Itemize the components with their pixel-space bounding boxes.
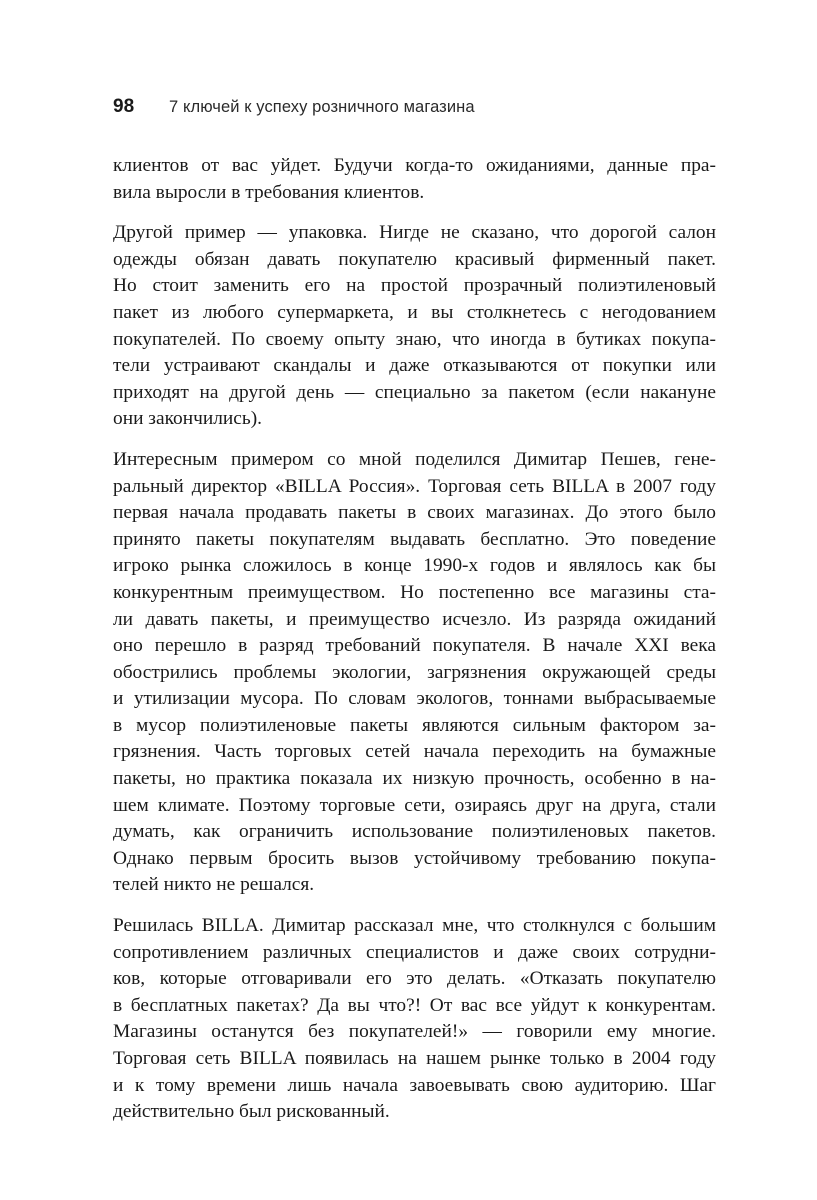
text-line: они закончились).	[113, 408, 263, 430]
paragraph	[113, 447, 716, 899]
text-line: одежды обязан давать покупателю красивый фирменный пакет.	[113, 248, 716, 270]
text-line: и к тому времени лишь начала завоевывать свою аудиторию. Шаг	[113, 1074, 716, 1096]
text-line: пакеты, но практика показала их низкую прочность, особенно в на-	[113, 768, 716, 790]
text-line: тели устраивают скандалы и даже отказываются от покупки или	[113, 355, 716, 377]
paragraph	[113, 913, 716, 1126]
text-line: в бесплатных пакетах? Да вы что?! От вас все уйдут к конкурентам.	[113, 994, 716, 1016]
text-line: действительно был рискованный.	[113, 1101, 390, 1123]
text-line: Решилась BILLA. Димитар рассказал мне, что столкнулся с большим	[113, 915, 716, 937]
text-line: думать, как ограничить использование полиэтиленовых пакетов.	[113, 821, 716, 843]
paragraph	[113, 220, 716, 433]
text-line: шем климате. Поэтому торговые сети, озираясь друг на друга, стали	[113, 794, 716, 816]
text-line: оно перешло в разряд требований покупателя. В начале XXI века	[113, 635, 716, 657]
text-line: и утилизации мусора. По словам экологов, тоннами выбрасываемые	[113, 688, 716, 710]
text-line: покупателей. По своему опыту знаю, что иногда в бутиках покупа-	[113, 328, 716, 350]
text-line: грязнения. Часть торговых сетей начала переходить на бумажные	[113, 741, 716, 763]
text-line: принято пакеты покупателям выдавать бесплатно. Это поведение	[113, 528, 716, 550]
text-line: конкурентным преимуществом. Но постепенно все магазины ста-	[113, 581, 716, 603]
text-line: Торговая сеть BILLA появилась на нашем рынке только в 2004 году	[113, 1048, 716, 1069]
text-line: пакет из любого супермаркета, и вы столкнетесь с негодованием	[113, 301, 716, 323]
text-line: в мусор полиэтиленовые пакеты являются сильным фактором за-	[113, 714, 716, 736]
text-line: клиентов от вас уйдет. Будучи когда-то ожиданиями, данные пра-	[113, 155, 716, 176]
text-line: игроко рынка сложилось в конце 1990-х годов и являлось как бы	[113, 555, 716, 577]
text-line: первая начала продавать пакеты в своих магазинах. До этого было	[113, 502, 716, 524]
page-number: 98	[113, 96, 135, 117]
paragraph	[113, 153, 716, 206]
text-line: сопротивлением различных специалистов и даже своих сотрудни-	[113, 941, 716, 963]
text-line: Другой пример — упаковка. Нигде не сказано, что дорогой салон	[113, 222, 716, 244]
text-line: Однако первым бросить вызов устойчивому требованию покупа-	[113, 847, 716, 869]
text-line: ральный директор «BILLA Россия». Торговая сеть BILLA в 2007 году	[113, 475, 716, 497]
text-line: Магазины останутся без покупателей!» — говорили ему многие.	[113, 1021, 716, 1043]
text-line: вила выросли в требования клиентов.	[113, 181, 425, 203]
text-line: ли давать пакеты, и преимущество исчезло. Из разряда ожиданий	[113, 608, 716, 630]
text-line: телей никто не решался.	[113, 874, 315, 896]
running-header	[113, 96, 475, 118]
text-line: Интересным примером со мной поделился Димитар Пешев, гене-	[113, 448, 716, 470]
text-line: приходят на другой день — специально за пакетом (если накануне	[113, 381, 716, 403]
text-line: обострились проблемы экологии, загрязнения окружающей среды	[113, 661, 716, 683]
text-line: ков, которые отговаривали его это делать. «Отказать покупателю	[113, 968, 716, 990]
body-text	[113, 153, 716, 1140]
text-line: Но стоит заменить его на простой прозрачный полиэтиленовый	[113, 275, 716, 297]
book-title: 7 ключей к успеху розничного магазина	[169, 98, 475, 116]
